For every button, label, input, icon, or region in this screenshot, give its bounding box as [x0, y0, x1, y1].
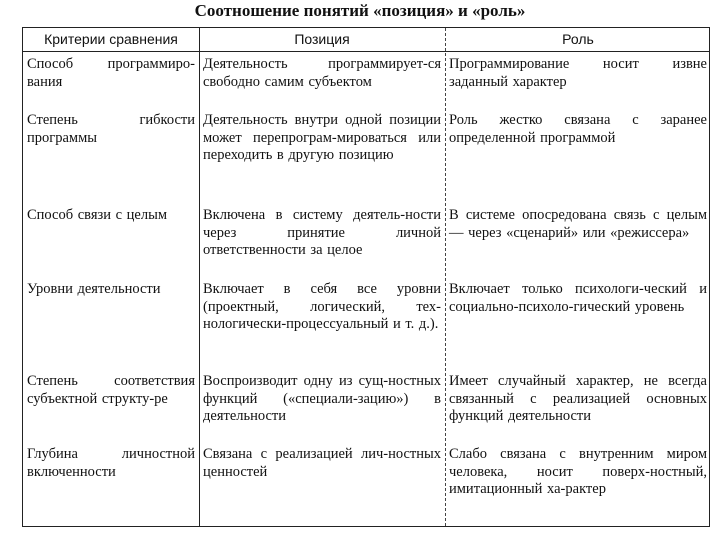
criterion-cell: Уровни деятельности	[27, 281, 161, 297]
position-cell: Включает в себя все уровни (проектный, логический, тех-нологически-процессуальный и т. д.).	[203, 281, 441, 332]
header-position: Позиция	[294, 31, 350, 47]
role-cell: Имеет случайный характер, не всегда связанный с реализацией основных функций деятельности	[449, 373, 707, 424]
position-cell: Включена в систему деятель-ности через принятие личной ответственности за целое	[203, 207, 441, 258]
header-role: Роль	[562, 31, 594, 47]
table-header	[23, 28, 709, 52]
role-cell: В системе опосредована связь с целым — через «сценарий» или «режиссера»	[449, 207, 707, 241]
position-cell: Связана с реализацией лич-ностных ценностей	[203, 446, 441, 480]
role-cell: Слабо связана с внутренним миром человека, носит поверх-ностный, имитационный ха-рактер	[449, 446, 707, 497]
comparison-table	[22, 27, 710, 527]
criterion-cell: Степень гибкости программы	[27, 112, 195, 146]
position-cell: Воспроизводит одну из сущ-ностных функций («специали-зацию») в деятельности	[203, 373, 441, 424]
position-cell: Деятельность внутри одной позиции может перепрограм-мироваться или переходить в другую позицию	[203, 112, 441, 163]
header-criteria: Критерии сравнения	[44, 31, 178, 47]
page-title: Соотношение понятий «позиция» и «роль»	[194, 1, 526, 20]
criterion-cell: Способ программиро-вания	[27, 56, 195, 90]
criterion-cell: Степень соответствия субъектной структу-ре	[27, 373, 195, 407]
role-cell: Программирование носит извне заданный характер	[449, 56, 707, 90]
role-cell: Включает только психологи-ческий и социально-психоло-гический уровень	[449, 281, 707, 315]
criterion-cell: Способ связи с целым	[27, 207, 168, 223]
position-cell: Деятельность программирует-ся свободно самим субъектом	[203, 56, 441, 90]
role-cell: Роль жестко связана с заранее определенной программой	[449, 112, 707, 146]
criterion-cell: Глубина личностной включенности	[27, 446, 195, 480]
